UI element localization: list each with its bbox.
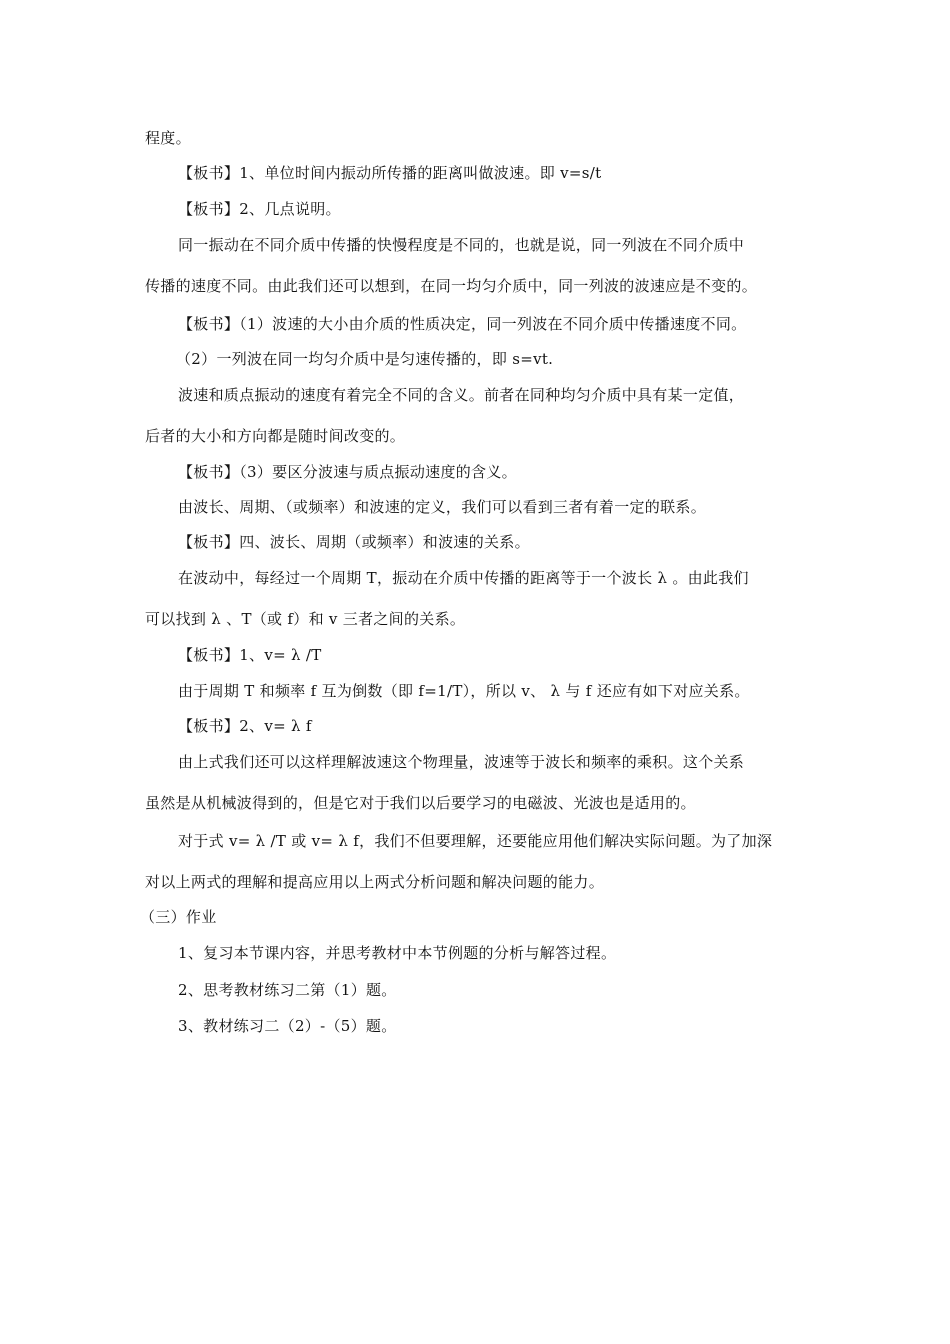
paragraph-line: 同一振动在不同介质中传播的快慢程度是不同的，也就是说，同一列波在不同介质中: [178, 236, 745, 254]
paragraph-line: 传播的速度不同。由此我们还可以想到，在同一均匀介质中，同一列波的波速应是不变的。: [145, 277, 758, 295]
text-line: 程度。: [145, 129, 191, 147]
paragraph-line: 可以找到 λ 、T（或 f）和 v 三者之间的关系。: [145, 610, 466, 628]
paragraph-line: 波速和质点振动的速度有着完全不同的含义。前者在同种均匀介质中具有某一定值，: [178, 386, 745, 404]
board-note: 【板书】2、v= λ f: [178, 717, 312, 735]
homework-item: 2、思考教材练习二第（1）题。: [178, 981, 397, 999]
homework-item: 3、教材练习二（2）-（5）题。: [178, 1017, 397, 1035]
section-heading: （三）作业: [140, 908, 217, 926]
board-note: 【板书】1、单位时间内振动所传播的距离叫做波速。即 v=s/t: [178, 164, 602, 182]
homework-item: 1、复习本节课内容，并思考教材中本节例题的分析与解答过程。: [178, 944, 617, 962]
paragraph-line: 对于式 v= λ /T 或 v= λ f，我们不但要理解，还要能应用他们解决实际问题。为了加深: [178, 832, 773, 850]
paragraph-line: 由于周期 T 和频率 f 互为倒数（即 f=1/T），所以 v、 λ 与 f 还应有如下对应关系。: [178, 682, 750, 700]
paragraph-line: 由波长、周期、（或频率）和波速的定义，我们可以看到三者有着一定的联系。: [178, 498, 707, 516]
board-note: 【板书】四、波长、周期（或频率）和波速的关系。: [178, 533, 530, 551]
paragraph-line: 虽然是从机械波得到的，但是它对于我们以后要学习的电磁波、光波也是适用的。: [145, 794, 696, 812]
board-note: 【板书】（3）要区分波速与质点振动速度的含义。: [178, 463, 517, 481]
paragraph-line: 在波动中，每经过一个周期 T，振动在介质中传播的距离等于一个波长 λ 。由此我们: [178, 569, 749, 587]
paragraph-line: 由上式我们还可以这样理解波速这个物理量，波速等于波长和频率的乘积。这个关系: [178, 753, 745, 771]
paragraph-line: 后者的大小和方向都是随时间改变的。: [145, 427, 406, 445]
board-note: 【板书】1、v= λ /T: [178, 646, 322, 664]
board-note-sub: （2）一列波在同一均匀介质中是匀速传播的，即 s=vt.: [176, 350, 554, 368]
board-note: 【板书】2、几点说明。: [178, 200, 341, 218]
board-note: 【板书】（1）波速的大小由介质的性质决定，同一列波在不同介质中传播速度不同。: [178, 315, 747, 333]
paragraph-line: 对以上两式的理解和提高应用以上两式分析问题和解决问题的能力。: [145, 873, 605, 891]
